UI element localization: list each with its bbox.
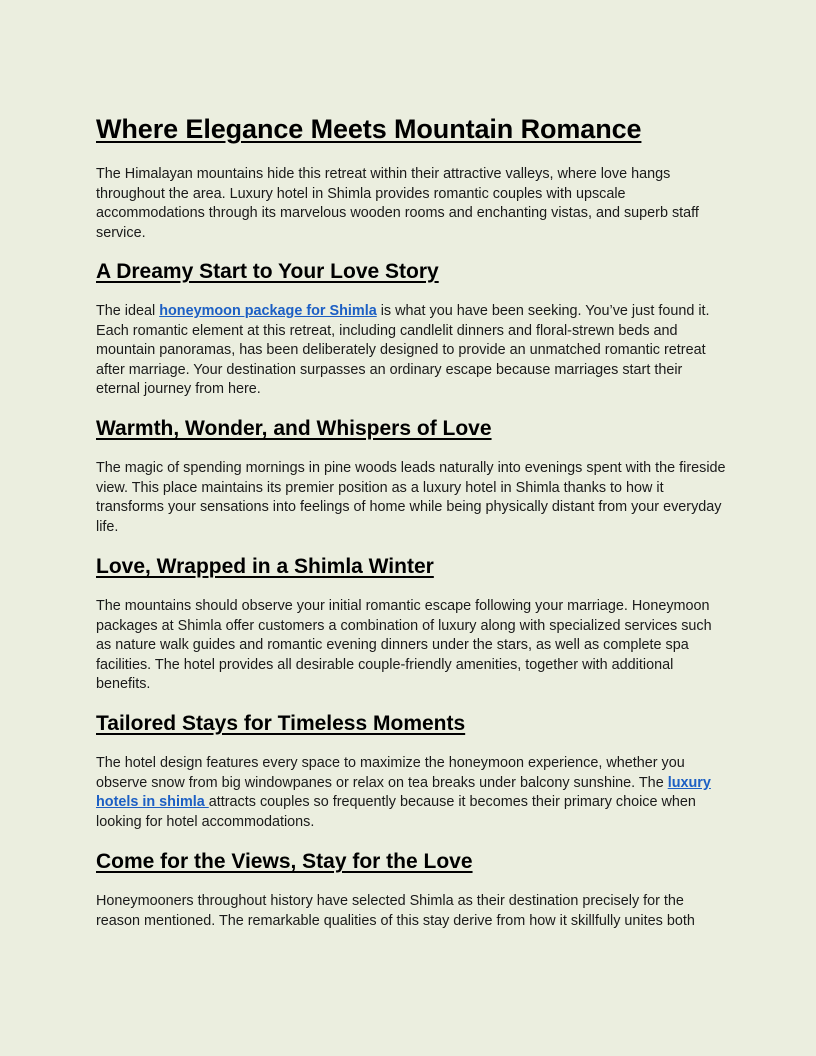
paragraph-text: The ideal: [96, 303, 160, 319]
luxury-hotels-link[interactable]: luxury hotels in shimla: [96, 774, 711, 811]
intro-paragraph: The Himalayan mountains hide this retreat within their attractive valleys, where love hangs throughout the area. Luxury hotel in Shimla provides romantic couples with upscale accommodations through its marvelous wooden rooms and enchanting vistas, and superb staff service.: [96, 166, 699, 241]
page-title: Where Elegance Meets Mountain Romance: [96, 114, 642, 144]
section-heading-shimla-winter: Love, Wrapped in a Shimla Winter: [96, 555, 434, 578]
section-paragraph-tailored-stays: [96, 754, 728, 832]
section-paragraph-warmth-wonder: The magic of spending mornings in pine woods leads naturally into evenings spent with the fireside view. This place maintains its premier position as a luxury hotel in Shimla thanks to how it transforms your sensations into feelings of home while being physically distant from your everyday life.: [96, 460, 726, 535]
paragraph-text: is what you have been seeking. You’ve just found it. Each romantic element at this retreat, including candlelit dinners and floral-strewn beds and mountain panoramas, has been deliberately designed to provide an unmatched romantic retreat after marriage. Your destination surpasses an ordinary escape because marriages start their eternal journey from here.: [96, 303, 710, 398]
paragraph-text: attracts couples so frequently because it becomes their primary choice when looking for hotel accommodations.: [96, 794, 696, 830]
section-heading-tailored-stays: Tailored Stays for Timeless Moments: [96, 712, 466, 735]
section-heading-warmth-wonder: Warmth, Wonder, and Whispers of Love: [96, 417, 492, 440]
honeymoon-package-link[interactable]: honeymoon package for Shimla: [159, 303, 377, 319]
section-heading-dreamy-start: A Dreamy Start to Your Love Story: [96, 260, 439, 283]
section-paragraph-dreamy-start: [96, 302, 728, 400]
section-heading-views-love: Come for the Views, Stay for the Love: [96, 850, 473, 873]
section-paragraph-views-love: Honeymooners throughout history have selected Shimla as their destination precisely for the reason mentioned. The remarkable qualities of this stay derive from how it skillfully unites both: [96, 893, 695, 929]
section-paragraph-shimla-winter: The mountains should observe your initial romantic escape following your marriage. Honeymoon packages at Shimla offer customers a combination of luxury along with specialized services such as nature walk guides and romantic evening dinners under the stars, as well as complete spa facilities. The hotel provides all desirable couple-friendly amenities, together with additional benefits.: [96, 598, 712, 693]
paragraph-text: The hotel design features every space to maximize the honeymoon experience, whether you observe snow from big windowpanes or relax on tea breaks under balcony sunshine. The: [96, 755, 685, 791]
